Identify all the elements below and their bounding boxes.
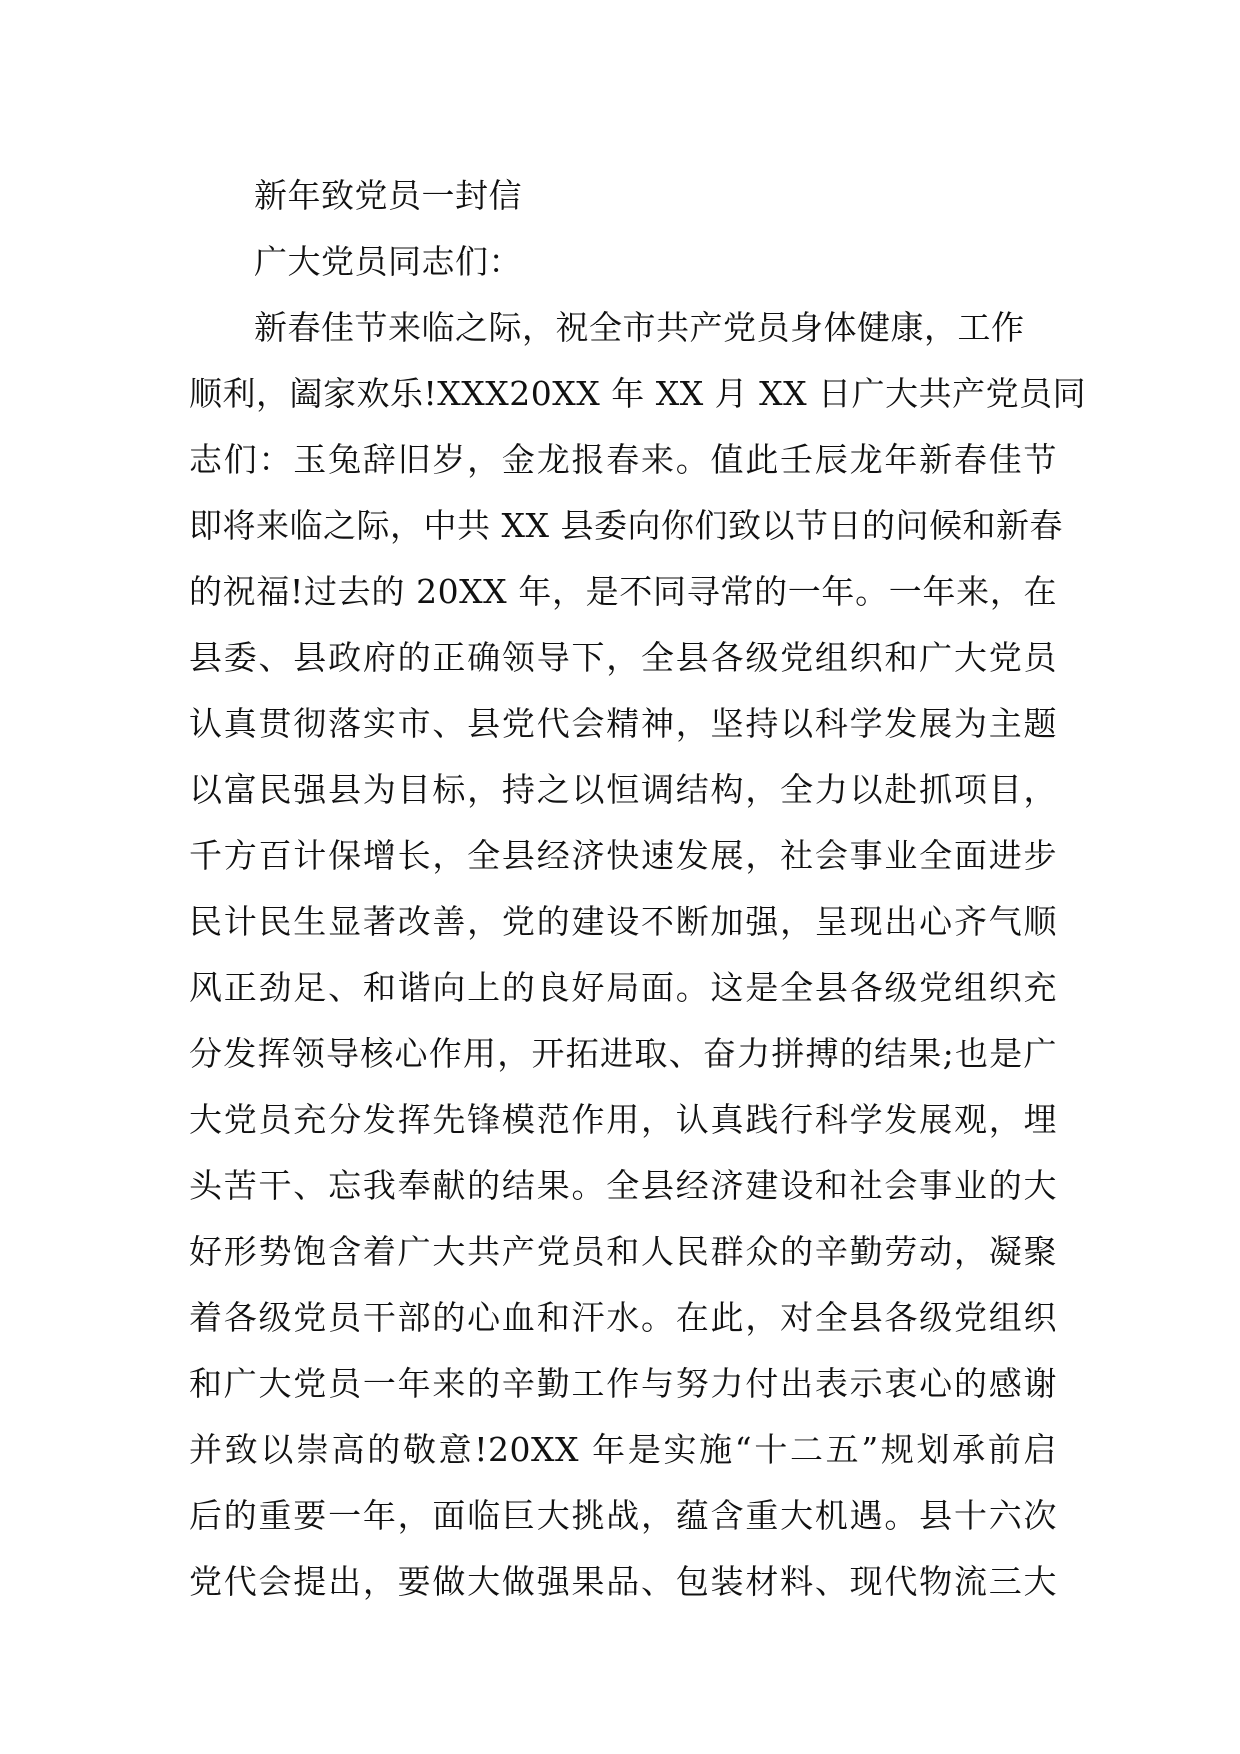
body-line: 好形势饱含着广大共产党员和人民群众的辛勤劳动，凝聚 — [189, 1232, 1057, 1271]
body-line: 顺利，阖家欢乐!XXX20XX 年 XX 月 XX 日广大共产党员同 — [189, 374, 1087, 413]
body-line: 头苦干、忘我奉献的结果。全县经济建设和社会事业的大 — [189, 1166, 1057, 1205]
body-line: 后的重要一年，面临巨大挑战，蕴含重大机遇。县十六次 — [189, 1496, 1057, 1535]
body-line: 以富民强县为目标，持之以恒调结构，全力以赴抓项目， — [189, 770, 1057, 809]
document-title: 新年致党员一封信 — [254, 176, 522, 215]
body-line: 即将来临之际，中共 XX 县委向你们致以节日的问候和新春 — [189, 506, 1063, 545]
body-line: 千方百计保增长，全县经济快速发展，社会事业全面进步 — [189, 836, 1057, 875]
body-line: 风正劲足、和谐向上的良好局面。这是全县各级党组织充 — [189, 968, 1057, 1007]
body-line: 认真贯彻落实市、县党代会精神，坚持以科学发展为主题 — [189, 704, 1057, 743]
salutation: 广大党员同志们： — [254, 242, 522, 281]
body-line: 志们：玉兔辞旧岁，金龙报春来。值此壬辰龙年新春佳节 — [189, 440, 1057, 479]
body-line: 党代会提出，要做大做强果品、包装材料、现代物流三大 — [189, 1562, 1057, 1601]
body-line: 并致以崇高的敬意!20XX 年是实施“十二五”规划承前启 — [189, 1430, 1057, 1469]
body-line: 分发挥领导核心作用，开拓进取、奋力拼搏的结果;也是广 — [189, 1034, 1057, 1073]
body-line: 民计民生显著改善，党的建设不断加强，呈现出心齐气顺 — [189, 902, 1057, 941]
body-line: 新春佳节来临之际，祝全市共产党员身体健康，工作 — [254, 308, 1025, 347]
body-line: 县委、县政府的正确领导下，全县各级党组织和广大党员 — [189, 638, 1057, 677]
body-line: 和广大党员一年来的辛勤工作与努力付出表示衷心的感谢 — [189, 1364, 1057, 1403]
body-line: 的祝福!过去的 20XX 年，是不同寻常的一年。一年来，在 — [189, 572, 1057, 611]
body-line: 大党员充分发挥先锋模范作用，认真践行科学发展观，埋 — [189, 1100, 1057, 1139]
body-line: 着各级党员干部的心血和汗水。在此，对全县各级党组织 — [189, 1298, 1057, 1337]
